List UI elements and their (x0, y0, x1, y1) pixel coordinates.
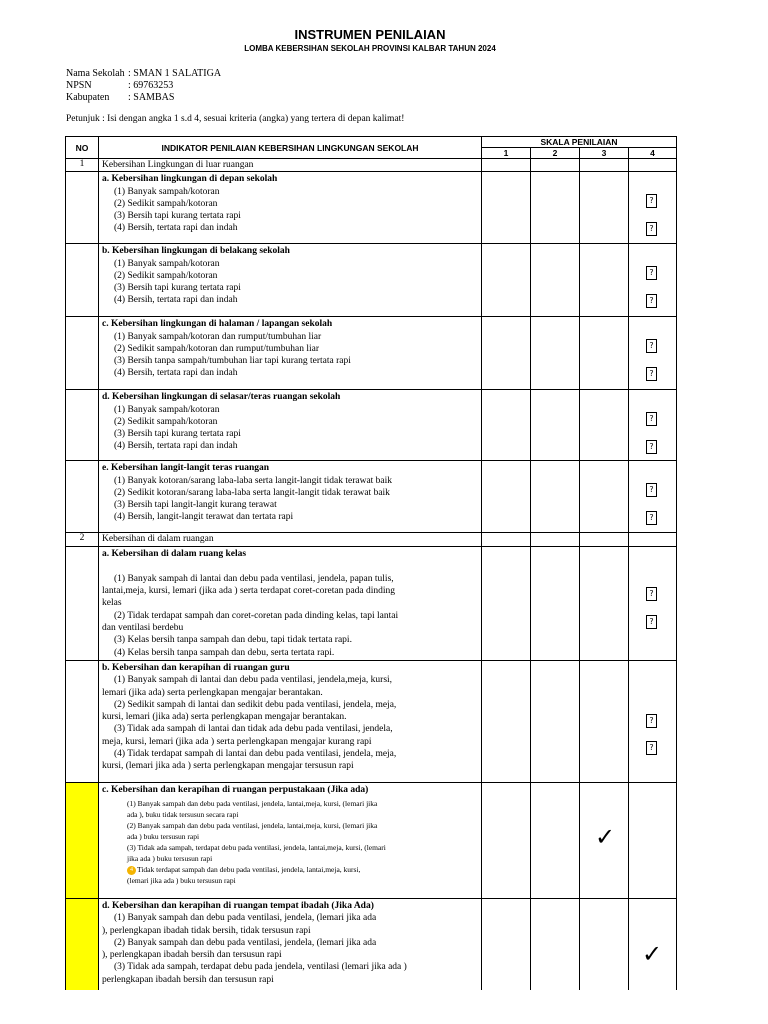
table-row (66, 390, 677, 461)
indicator-heading: c. Kebersihan lingkungan di halaman / lapangan sekolah (102, 319, 333, 330)
option-item: (4) Kelas bersih tanpa sampah dan debu, serta tertata rapi. (114, 647, 335, 658)
option-item: (3) Bersih tapi kurang tertata rapi (114, 429, 241, 440)
option-item: (3) Tidak ada sampah di lantai dan tidak ada debu pada ventilasi, jendela, (114, 724, 393, 735)
placeholder-glyph-icon: ? (646, 266, 657, 280)
score-cell[interactable] (482, 461, 531, 533)
placeholder-glyph-icon: ? (646, 741, 657, 755)
table-row (66, 898, 677, 990)
info-nama-sekolah (66, 68, 221, 79)
indicator-block (99, 898, 482, 990)
option-item-cont: kelas (102, 598, 122, 609)
section-number: 2 (66, 533, 99, 546)
indicator-block (99, 317, 482, 390)
score-cell[interactable] (531, 660, 580, 782)
table-row (66, 782, 677, 898)
option-item-cont: jika ada ) buku tersusun rapi (127, 854, 213, 864)
option-item: (1) Banyak sampah dan debu pada ventilasi, jendela, lantai,meja, kursi, (lemari jika (127, 799, 378, 809)
placeholder-glyph-icon: ? (646, 222, 657, 236)
option-item-cont: ada ), buku tidak tersusun secara rapi (127, 810, 239, 820)
score-cell[interactable] (531, 898, 580, 990)
option-item-cont: lantai,meja, kursi, lemari (jika ada ) serta terdapat coret-coretan pada dinding (102, 586, 396, 597)
score-cell[interactable] (531, 782, 580, 898)
option-item (102, 864, 478, 875)
score-cell[interactable] (580, 390, 629, 461)
score-cell[interactable] (580, 660, 629, 782)
option-item: (3) Tidak ada sampah, terdapat debu pada jendela, ventilasi (lemari jika ada ) (114, 962, 407, 973)
score-cell[interactable] (531, 317, 580, 390)
placeholder-glyph-icon: ? (646, 615, 657, 629)
instructions: Petunjuk : Isi dengan angka 1 s.d 4, sesuai kriteria (angka) yang tertera di depan kalimat! (66, 114, 405, 124)
highlight-marker (66, 898, 99, 990)
header-scale-4: 4 (629, 148, 677, 159)
option-item: (2) Sedikit sampah/kotoran (114, 270, 218, 281)
placeholder-glyph-icon: ? (646, 511, 657, 525)
placeholder-glyph-icon: ? (646, 339, 657, 353)
option-item: (2) Sedikit kotoran/sarang laba-laba serta langit-langit tidak terawat baik (114, 487, 390, 498)
score-cell[interactable] (482, 660, 531, 782)
info-npsn-label: NPSN (66, 80, 92, 91)
option-item: (2) Sedikit sampah di lantai dan sedikit debu pada ventilasi, jendela, meja, (114, 699, 397, 710)
info-npsn (66, 80, 173, 91)
score-cell[interactable] (482, 390, 531, 461)
option-item-cont: ), perlengkapan ibadah bersih dan tersusun rapi (102, 950, 282, 961)
placeholder-glyph-icon: ? (646, 440, 657, 454)
score-cell[interactable] (629, 172, 677, 244)
score-cell[interactable] (629, 317, 677, 390)
option-item: (4) Bersih, tertata rapi dan indah (114, 223, 238, 234)
score-cell[interactable] (580, 172, 629, 244)
option-item: (4) Bersih, tertata rapi dan indah (114, 368, 238, 379)
table-row (66, 244, 677, 317)
option-item: (4) Bersih, langit-langit terawat dan tertata rapi (114, 512, 294, 523)
header-indikator: INDIKATOR PENILAIAN KEBERSIHAN LINGKUNGAN SEKOLAH (99, 137, 482, 159)
table-row (66, 660, 677, 782)
option-item: (4) Tidak terdapat sampah di lantai dan debu pada ventilasi, jendela, meja, (114, 749, 397, 760)
score-cell[interactable] (531, 546, 580, 660)
info-nama-value: : SMAN 1 SALATIGA (128, 68, 222, 79)
score-cell[interactable] (531, 390, 580, 461)
indicator-block (99, 782, 482, 898)
score-cell[interactable] (580, 461, 629, 533)
indicator-heading: a. Kebersihan lingkungan di depan sekolah (102, 174, 278, 185)
score-cell[interactable] (629, 461, 677, 533)
option-item: (1) Banyak sampah di lantai dan debu pada ventilasi, jendela,meja, kursi, (114, 675, 393, 686)
info-kab-value: : SAMBAS (128, 92, 175, 103)
score-cell[interactable] (629, 782, 677, 898)
section-number: 1 (66, 159, 99, 172)
table-row (66, 172, 677, 244)
section-row (66, 533, 677, 546)
highlight-marker (66, 782, 99, 898)
section-title-text: Kebersihan Lingkungan di luar ruangan (102, 160, 254, 170)
option-item: (1) Banyak kotoran/sarang laba-laba serta langit-langit tidak terawat baik (114, 475, 393, 486)
score-cell[interactable] (580, 244, 629, 317)
header-scale-2: 2 (531, 148, 580, 159)
option-item: (3) Bersih tanpa sampah/tumbuhan liar tapi kurang tertata rapi (114, 356, 351, 367)
score-cell[interactable] (580, 898, 629, 990)
indicator-block (99, 390, 482, 461)
option-item: (1) Banyak sampah dan debu pada ventilasi, jendela, (lemari jika ada (114, 913, 377, 924)
option-item-cont: dan ventilasi berdebu (102, 623, 184, 634)
score-cell[interactable] (629, 660, 677, 782)
option-item: (3) Bersih tapi kurang tertata rapi (114, 283, 241, 294)
assessment-table (65, 136, 677, 990)
indicator-block (99, 244, 482, 317)
option-item: (3) Tidak ada sampah, terdapat debu pada ventilasi, jendela, lantai,meja, kursi, (lemari (127, 843, 386, 853)
score-cell[interactable] (629, 244, 677, 317)
option-text: Tidak terdapat sampah dan debu pada ventilasi, jendela, lantai,meja, kursi, (137, 865, 361, 875)
score-cell[interactable] (531, 172, 580, 244)
option-item: (2) Sedikit sampah/kotoran (114, 416, 218, 427)
option-item: (3) Bersih tapi kurang tertata rapi (114, 211, 241, 222)
option-item-cont: perlengkapan ibadah bersih dan tersusun rapi (102, 974, 274, 985)
indicator-heading: b. Kebersihan dan kerapihan di ruangan guru (102, 662, 290, 673)
option-item-cont: (lemari jika ada ) buku tersusun rapi (127, 876, 236, 886)
indicator-heading: e. Kebersihan langit-langit teras ruangan (102, 463, 270, 474)
score-cell[interactable] (629, 546, 677, 660)
header-scale-1: 1 (482, 148, 531, 159)
option-item: (2) Banyak sampah dan debu pada ventilasi, jendela, lantai,meja, kursi, (lemari jika (127, 821, 378, 831)
placeholder-glyph-icon: ? (646, 587, 657, 601)
placeholder-glyph-icon: ? (646, 412, 657, 426)
option-item: (2) Sedikit sampah/kotoran (114, 198, 218, 209)
indicator-block (99, 461, 482, 533)
number-badge-icon: 4 (127, 866, 136, 875)
score-cell[interactable] (580, 782, 629, 898)
section-title (99, 533, 482, 546)
option-item: (4) Bersih, tertata rapi dan indah (114, 295, 238, 306)
indicator-block (99, 172, 482, 244)
table-row (66, 546, 677, 660)
header-scale-3: 3 (580, 148, 629, 159)
option-item-cont: kursi, (lemari jika ada ) serta perlengkapan mengajar tersusun rapi (102, 761, 354, 772)
table-row (66, 461, 677, 533)
option-item-cont: lemari (jika ada) serta perlengkapan mengajar berantakan. (102, 687, 323, 698)
option-item: (4) Bersih, tertata rapi dan indah (114, 441, 238, 452)
document-title: INSTRUMEN PENILAIAN (294, 27, 446, 42)
option-item-cont: ), perlengkapan ibadah tidak bersih, tidak tersusun rapi (102, 925, 311, 936)
score-cell[interactable] (629, 898, 677, 990)
placeholder-glyph-icon: ? (646, 367, 657, 381)
indicator-block (99, 660, 482, 782)
option-item: (2) Tidak terdapat sampah dan coret-coretan pada dinding kelas, tapi lantai (114, 610, 399, 621)
checkmark-icon: ✓ (642, 939, 663, 968)
checkmark-icon: ✓ (595, 822, 616, 851)
score-cell[interactable] (482, 317, 531, 390)
option-item: (3) Bersih tapi langit-langit kurang terawat (114, 500, 277, 511)
option-item-cont: kursi, lemari (jika ada) serta perlengkapan mengajar berantakan. (102, 712, 347, 723)
indicator-heading: d. Kebersihan dan kerapihan di ruangan tempat ibadah (Jika Ada) (102, 900, 374, 911)
option-item: (2) Sedikit sampah/kotoran dan rumput/tumbuhan liar (114, 343, 320, 354)
info-kab-label: Kabupaten (66, 92, 110, 103)
indicator-heading: a. Kebersihan di dalam ruang kelas (102, 548, 247, 559)
score-cell[interactable] (531, 244, 580, 317)
placeholder-glyph-icon: ? (646, 294, 657, 308)
option-item-cont: meja, kursi, lemari (jika ada ) serta perlengkapan mengajar kurang rapi (102, 736, 372, 747)
option-item: (1) Banyak sampah/kotoran (114, 186, 220, 197)
score-cell[interactable] (482, 782, 531, 898)
indicator-heading: b. Kebersihan lingkungan di belakang sekolah (102, 246, 290, 257)
option-item: (3) Kelas bersih tanpa sampah dan debu, tapi tidak tertata rapi. (114, 635, 352, 646)
section-title (99, 159, 482, 172)
header-no: NO (66, 137, 99, 159)
option-item-cont: ada ) buku tersusun rapi (127, 832, 200, 842)
option-item: (1) Banyak sampah di lantai dan debu pada ventilasi, jendela, papan tulis, (114, 573, 394, 584)
placeholder-glyph-icon: ? (646, 714, 657, 728)
section-title-text: Kebersihan di dalam ruangan (102, 534, 214, 545)
score-cell[interactable] (580, 546, 629, 660)
indicator-heading: c. Kebersihan dan kerapihan di ruangan perpustakaan (Jika ada) (102, 784, 369, 795)
option-item: (1) Banyak sampah/kotoran (114, 404, 220, 415)
indicator-block (99, 546, 482, 660)
info-kabupaten (66, 92, 174, 103)
score-cell[interactable] (580, 317, 629, 390)
document-subtitle: LOMBA KEBERSIHAN SEKOLAH PROVINSI KALBAR TAHUN 2024 (244, 44, 496, 53)
option-item: (1) Banyak sampah/kotoran dan rumput/tumbuhan liar (114, 331, 322, 342)
score-cell[interactable] (629, 390, 677, 461)
table-row (66, 317, 677, 390)
score-cell[interactable] (482, 172, 531, 244)
score-cell[interactable] (482, 546, 531, 660)
score-cell[interactable] (531, 461, 580, 533)
score-cell[interactable] (482, 898, 531, 990)
info-nama-label: Nama Sekolah (66, 68, 125, 79)
indicator-heading: d. Kebersihan lingkungan di selasar/teras ruangan sekolah (102, 392, 341, 403)
option-item: (2) Banyak sampah dan debu pada ventilasi, jendela, (lemari jika ada (114, 937, 377, 948)
info-npsn-value: : 69763253 (128, 80, 174, 91)
score-cell[interactable] (482, 244, 531, 317)
option-item: (1) Banyak sampah/kotoran (114, 258, 220, 269)
placeholder-glyph-icon: ? (646, 483, 657, 497)
placeholder-glyph-icon: ? (646, 194, 657, 208)
header-skala: SKALA PENILAIAN (482, 137, 677, 148)
section-row (66, 159, 677, 172)
